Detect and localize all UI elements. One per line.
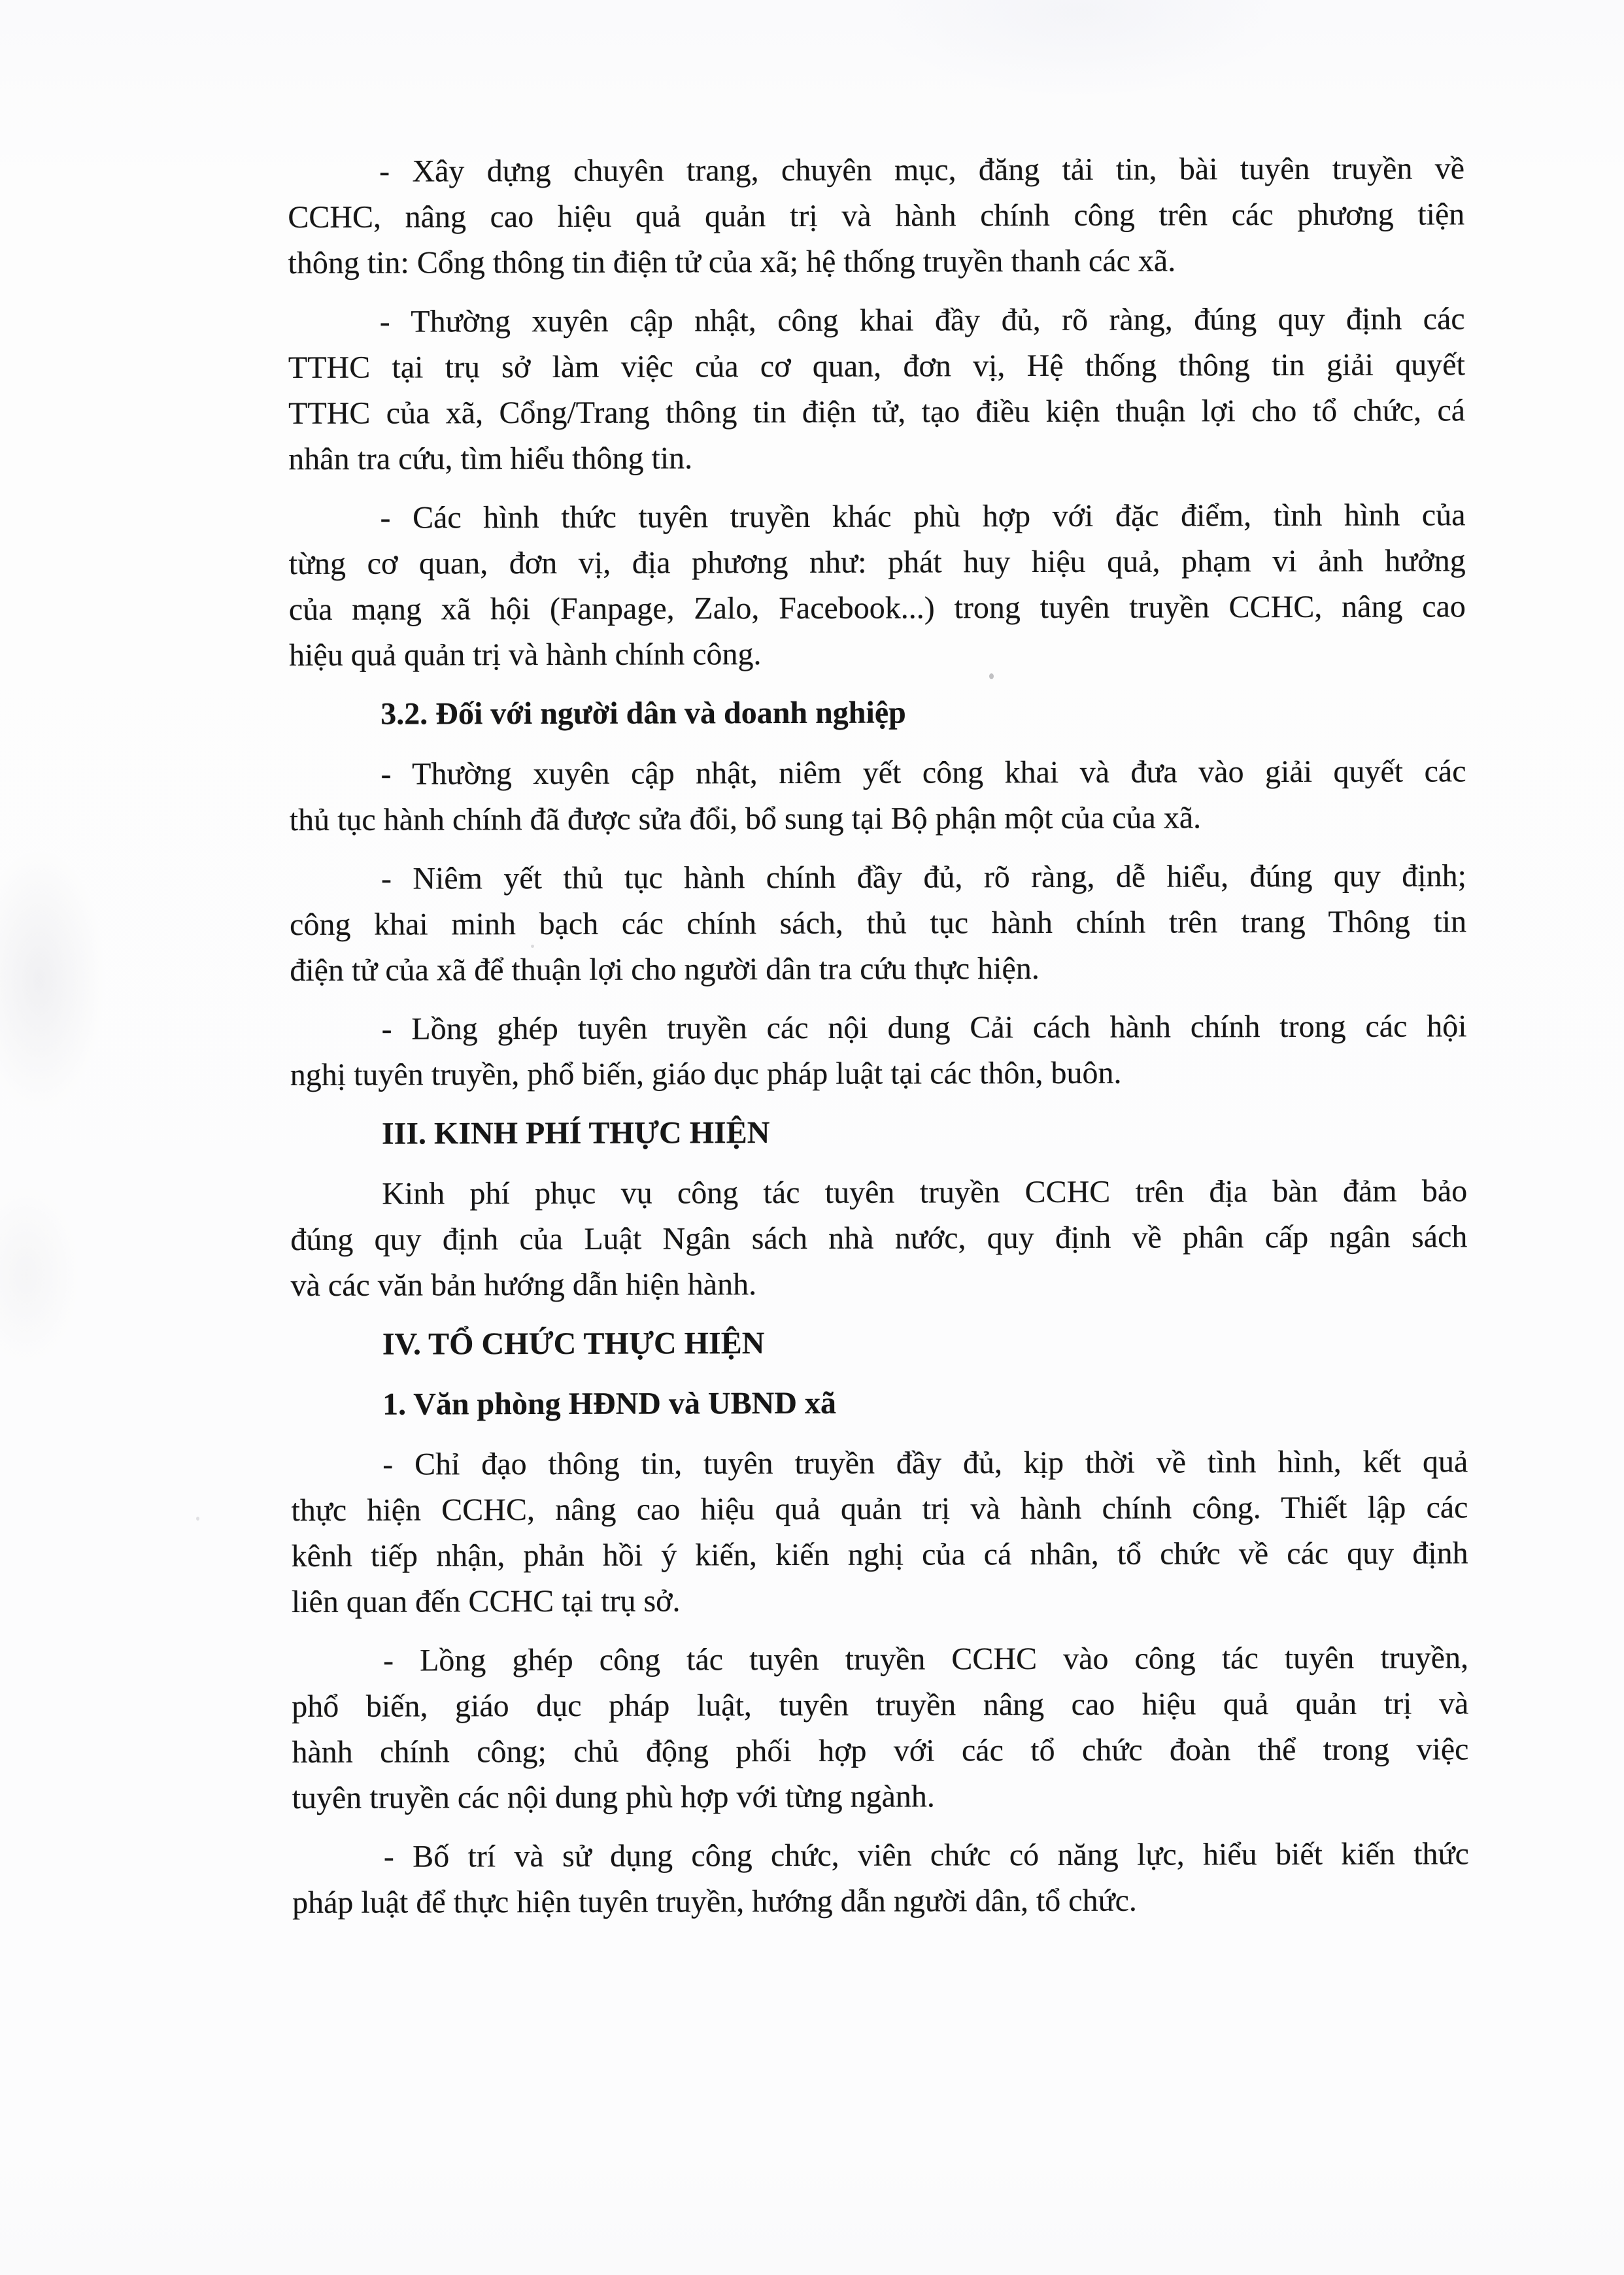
text-line: TTHC tại trụ sở làm việc của cơ quan, đơn vị, Hệ thống thông tin giải quyết — [288, 347, 1465, 385]
text-line: thủ tục hành chính đã được sửa đổi, bổ sung tại Bộ phận một của của xã. — [289, 800, 1202, 837]
text-line: - Chỉ đạo thông tin, tuyên truyền đầy đủ, kịp thời về tình hình, kết quả — [382, 1444, 1468, 1482]
paragraph — [288, 492, 1466, 679]
text-line: Kinh phí phục vụ công tác tuyên truyền CCHC trên địa bàn đảm bảo — [382, 1173, 1468, 1211]
text-line: - Thường xuyên cập nhật, niêm yết công khai và đưa vào giải quyết các — [381, 754, 1466, 792]
paragraph — [291, 1439, 1468, 1625]
text-line: - Lồng ghép tuyên truyền các nội dung Cải cách hành chính trong các hội — [381, 1009, 1467, 1047]
paragraph — [292, 1635, 1469, 1821]
text-line: pháp luật để thực hiện tuyên truyền, hướng dẫn người dân, tổ chức. — [292, 1883, 1137, 1920]
text-line: III. KINH PHÍ THỰC HIỆN — [381, 1115, 770, 1151]
text-line: điện tử của xã để thuận lợi cho người dân tra cứu thực hiện. — [290, 951, 1040, 988]
text-line: 3.2. Đối với người dân và doanh nghiệp — [381, 695, 906, 732]
text-column — [288, 146, 1469, 1939]
text-line: phổ biến, giáo dục pháp luật, tuyên truyền nâng cao hiệu quả quản trị và — [292, 1686, 1469, 1724]
paragraph — [288, 146, 1465, 286]
text-line: liên quan đến CCHC tại trụ sở. — [291, 1583, 681, 1619]
paragraph — [289, 749, 1466, 843]
text-line: IV. TỔ CHỨC THỰC HIỆN — [382, 1326, 765, 1362]
text-line: công khai minh bạch các chính sách, thủ tục hành chính trên trang Thông tin — [290, 904, 1467, 942]
text-line: CCHC, nâng cao hiệu quả quản trị và hành chính công trên các phương tiện — [288, 197, 1465, 235]
text-line: nhân tra cứu, tìm hiểu thông tin. — [288, 441, 693, 477]
text-line: thực hiện CCHC, nâng cao hiệu quả quản trị và hành chính công. Thiết lập các — [291, 1490, 1468, 1528]
section-heading — [291, 1379, 1468, 1428]
text-line: - Lồng ghép công tác tuyên truyền CCHC vào công tác tuyên truyền, — [382, 1640, 1469, 1678]
text-line: và các văn bản hướng dẫn hiện hành. — [290, 1267, 757, 1303]
text-line: đúng quy định của Luật Ngân sách nhà nước, quy định về phân cấp ngân sách — [290, 1219, 1468, 1257]
text-line: hiệu quả quản trị và hành chính công. — [288, 637, 762, 673]
text-line: - Các hình thức tuyên truyền khác phù hợp với đặc điểm, tình hình của — [380, 497, 1466, 535]
paragraph — [288, 296, 1466, 482]
text-line: kênh tiếp nhận, phản hồi ý kiến, kiến nghị của cá nhân, tổ chức về các quy định — [291, 1536, 1468, 1574]
text-line: nghị tuyên truyền, phổ biến, giáo dục pháp luật tại các thôn, buôn. — [290, 1055, 1122, 1092]
text-line: tuyên truyền các nội dung phù hợp với từng ngành. — [292, 1779, 935, 1815]
text-line: hành chính công; chủ động phối hợp với các tổ chức đoàn thể trong việc — [292, 1732, 1469, 1770]
text-line: thông tin: Cổng thông tin điện tử của xã; hệ thống truyền thanh các xã. — [288, 243, 1176, 280]
text-line: TTHC của xã, Cổng/Trang thông tin điện tử, tạo điều kiện thuận lợi cho tổ chức, cá — [288, 393, 1466, 431]
paragraph — [292, 1831, 1469, 1926]
paragraph — [290, 1003, 1466, 1098]
paragraph — [290, 853, 1467, 994]
text-line: của mạng xã hội (Fanpage, Zalo, Facebook...) trong tuyên truyền CCHC, nâng cao — [288, 589, 1466, 627]
scan-speck — [196, 1517, 199, 1521]
text-line: - Bố trí và sử dụng công chức, viên chức có năng lực, hiểu biết kiến thức — [383, 1836, 1469, 1874]
section-heading — [291, 1319, 1468, 1368]
section-heading — [290, 1108, 1467, 1157]
text-line: - Niêm yết thủ tục hành chính đầy đủ, rõ ràng, dễ hiểu, đúng quy định; — [381, 858, 1466, 896]
text-line: - Xây dựng chuyên trang, chuyên mục, đăng tải tin, bài tuyên truyền về — [379, 151, 1465, 189]
text-line: - Thường xuyên cập nhật, công khai đầy đủ, rõ ràng, đúng quy định các — [379, 301, 1465, 339]
section-heading — [289, 688, 1466, 737]
text-line: 1. Văn phòng HĐND và UBND xã — [382, 1385, 837, 1422]
text-line: từng cơ quan, đơn vị, địa phương như: phát huy hiệu quả, phạm vi ảnh hưởng — [288, 543, 1466, 581]
paragraph — [290, 1168, 1468, 1309]
